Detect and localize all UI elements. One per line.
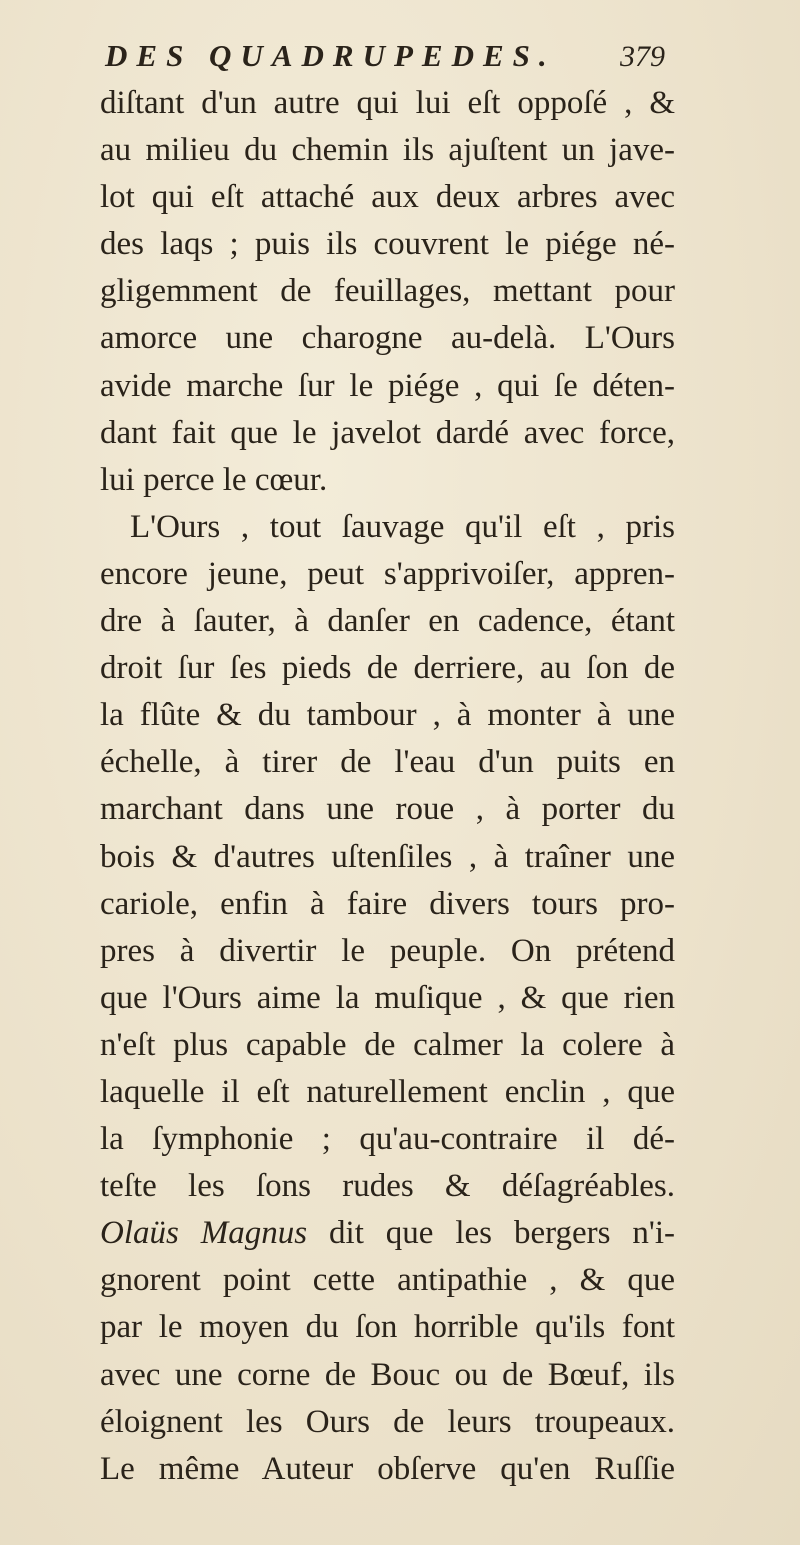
text-line: la flûte & du tambour , à monter à une [100,697,675,734]
text-line: au milieu du chemin ils ajuſtent un jave- [100,132,675,169]
text-line: laquelle il eſt naturellement enclin , que [100,1073,675,1110]
text-line: amorce une charogne au-delà. L'Ours [100,320,675,357]
text-line: Le même Auteur obſerve qu'en Ruſſie [100,1450,675,1487]
text-line: marchant dans une roue , à porter du [100,791,675,828]
text-line: gligemment de feuillages, mettant pour [100,273,675,310]
text-line: avide marche ſur le piége , qui ſe déten- [100,367,675,404]
text-line: cariole, enfin à faire divers tours pro- [100,885,675,922]
text-line: échelle, à tirer de l'eau d'un puits en [100,744,675,781]
text-line: dre à ſauter, à danſer en cadence, étant [100,603,675,640]
text-line: Olaüs Magnus dit que les bergers n'i- [100,1215,675,1252]
text-line: lui perce le cœur. [100,461,328,498]
page-number: 379 [620,40,665,73]
body-text [100,80,675,1493]
text-line: n'eſt plus capable de calmer la colere à [100,1026,675,1063]
text-line: encore jeune, peut s'apprivoiſer, appren- [100,555,675,592]
text-line: la ſymphonie ; qu'au-contraire il dé- [100,1121,675,1158]
text-line: gnorent point cette antipathie , & que [100,1262,675,1299]
text-line: éloignent les Ours de leurs troupeaux. [100,1403,675,1440]
text-line: teſte les ſons rudes & déſagréables. [100,1168,675,1205]
text-line: droit ſur ſes pieds de derriere, au ſon de [100,650,675,687]
author-name: Olaüs Magnus [100,1215,308,1252]
text-line: bois & d'autres uſtenſiles , à traîner une [100,838,675,875]
text-line: pres à divertir le peuple. On prétend [100,932,675,969]
running-head-title: DES QUADRUPEDES. [105,38,556,73]
text-line: des laqs ; puis ils couvrent le piége né- [100,226,675,263]
paragraph-start-line: L'Ours , tout ſauvage qu'il eſt , pris [130,508,675,545]
text-line: par le moyen du ſon horrible qu'ils font [100,1309,675,1346]
text-line: que l'Ours aime la muſique , & que rien [100,979,675,1016]
text-line: avec une corne de Bouc ou de Bœuf, ils [100,1356,675,1393]
text-line: lot qui eſt attaché aux deux arbres avec [100,179,675,216]
text-line: diſtant d'un autre qui lui eſt oppoſé , & [100,85,675,121]
text-line: dant fait que le javelot dardé avec force, [100,414,675,451]
